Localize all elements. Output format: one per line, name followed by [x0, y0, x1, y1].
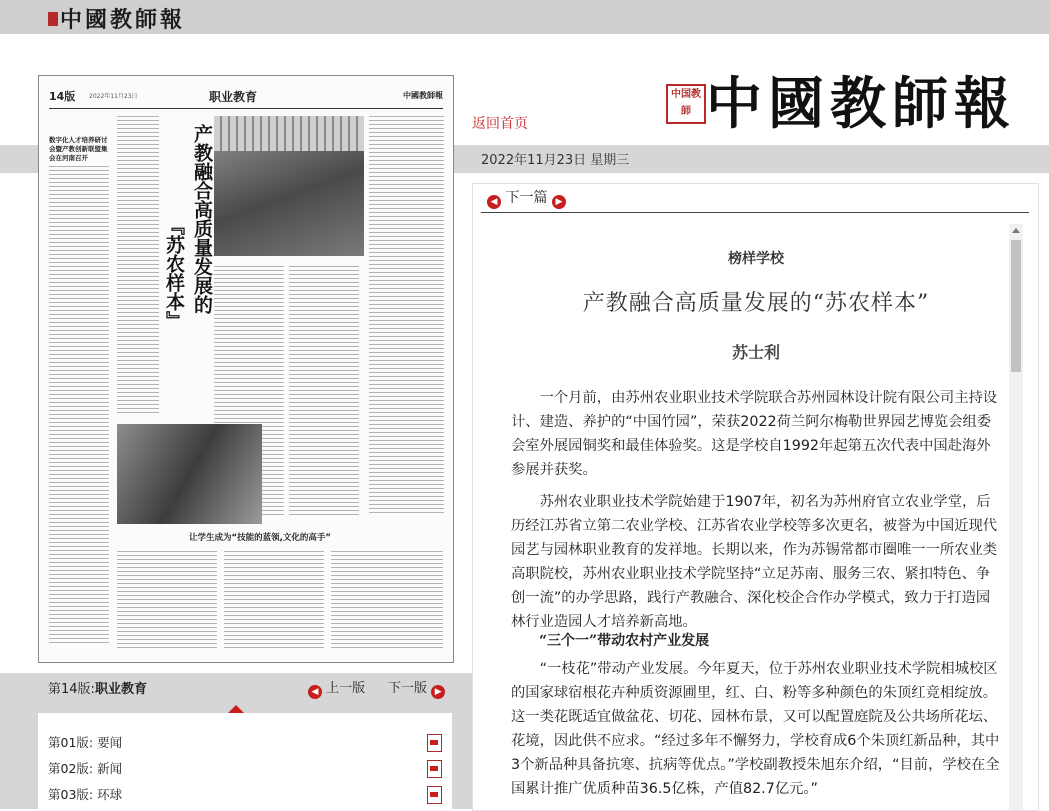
back-home-link[interactable]: 返回首页 — [472, 116, 528, 132]
current-page-label: 第14版:职业教育 — [48, 682, 147, 697]
article-paragraph: 苏州农业职业技术学院始建于1907年，初名为苏州府官立农业学堂，后历经江苏省立第二农业学校、江苏省农业学校等多次更名，被誉为中国近现代园艺与园林职业教育的发祥地。长期以来，作为苏锡常都市圈唯一一所农业类高职院校，苏州农业职业技术学院坚持“立足苏南、服务三农、紧扣特色、争创一流”的办学思路，践行产教融合、深化校企合作办学模式，致力于打造园林行业造园人才培养新高地。 — [511, 494, 998, 630]
issue-date: 2022年11月23日 星期三 — [481, 153, 630, 168]
scroll-up-icon[interactable] — [1012, 228, 1020, 233]
pdf-icon[interactable] — [427, 760, 442, 778]
article-title: 产教融合高质量发展的“苏农样本” — [582, 291, 930, 316]
paper-page-number: 14版 — [49, 90, 76, 103]
paper-section-title: 职业教育 — [209, 90, 258, 104]
greenhouse-roof-image — [214, 116, 364, 151]
article-subheading: “三个一”带动农村产业发展 — [539, 633, 710, 649]
paper-brand: 中國教師報 — [403, 90, 443, 100]
page-list — [38, 713, 452, 809]
paper-headline[interactable]: 产教融合高质量发展的 — [191, 124, 213, 314]
header-divider — [481, 212, 1029, 213]
paper-text-column[interactable] — [369, 116, 444, 516]
page-list-item[interactable]: 第03版: 环球 — [48, 785, 452, 809]
next-article-link[interactable]: ◀ 下一篇 ▶ — [487, 187, 566, 209]
article-author: 苏士利 — [731, 343, 780, 362]
article-kicker: 榜样学校 — [728, 251, 784, 267]
masthead-logo: 中國教師報 — [706, 71, 1016, 137]
paper-text-column[interactable] — [224, 551, 324, 651]
paper-headline-quote[interactable]: 『苏农样本』 — [163, 216, 185, 330]
pdf-icon[interactable] — [427, 786, 442, 804]
page-navigator — [38, 673, 452, 699]
arrow-left-icon: ◀ — [308, 685, 322, 699]
paper-page-date: 2022年11月23日 — [89, 93, 138, 100]
article-content — [511, 224, 1001, 810]
article-panel — [472, 183, 1039, 811]
paper-header — [49, 86, 443, 109]
newspaper-page-thumbnail[interactable] — [38, 75, 454, 663]
page-list-item[interactable]: 第01版: 要闻 — [48, 733, 452, 757]
paper-photo-students[interactable] — [117, 424, 262, 524]
scrollbar-thumb[interactable] — [1011, 240, 1021, 372]
paper-text-column[interactable] — [331, 551, 443, 651]
paper-text-column[interactable] — [117, 551, 217, 651]
paper-subheadline[interactable]: 让学生成为“技能的蓝领,文化的高手” — [189, 533, 331, 543]
masthead-seal-icon: 中国教師 — [666, 84, 706, 124]
page-list-item[interactable]: 第02版: 新闻 — [48, 759, 452, 783]
top-logo-seal-icon — [48, 12, 58, 26]
article-scrollbar[interactable] — [1009, 224, 1023, 810]
arrow-left-icon: ◀ — [487, 195, 501, 209]
arrow-right-icon: ▶ — [431, 685, 445, 699]
top-bar — [0, 0, 1049, 34]
collapse-up-icon[interactable] — [228, 705, 244, 713]
arrow-right-icon: ▶ — [552, 195, 566, 209]
paper-side-article-title[interactable]: 数字化人才培养研讨会暨产教创新联盟集会在河南召开 — [49, 136, 108, 162]
next-page-button[interactable]: 下一版 ▶ — [388, 677, 445, 699]
paper-text-column[interactable] — [117, 116, 159, 416]
prev-page-button[interactable]: ◀ 上一版 — [308, 677, 365, 699]
top-logo[interactable]: 中國教師報 — [60, 7, 186, 33]
paper-text-column[interactable] — [289, 266, 359, 516]
pdf-icon[interactable] — [427, 734, 442, 752]
article-paragraph: “一枝花”带动产业发展。今年夏天，位于苏州农业职业技术学院相城校区的国家球宿根花卉种质资源圃里，红、白、粉等多种颜色的朱顶红竞相绽放。这一类花既适宜做盆花、切花、园林布景，又可以配置庭院及公共场所花坛、花境，因此供不应求。“经过多年不懈努力，学校育成6个朱顶红新品种，其中3个新品种具备抗寒、抗病等优点。”学校副教授朱旭东介绍，“目前，学校在全国累计推广优质种苗36.5亿株，产值82.7亿元。” — [511, 661, 1000, 797]
paper-text-column[interactable] — [49, 166, 109, 646]
article-paragraph: 一个月前，由苏州农业职业技术学院联合苏州园林设计院有限公司主持设计、建造、养护的“中国竹园”，荣获2022荷兰阿尔梅勒世界园艺博览会组委会室外展园铜奖和最佳体验奖。这是学校自1992年起第五次代表中国赴海外参展并获奖。 — [511, 390, 998, 478]
